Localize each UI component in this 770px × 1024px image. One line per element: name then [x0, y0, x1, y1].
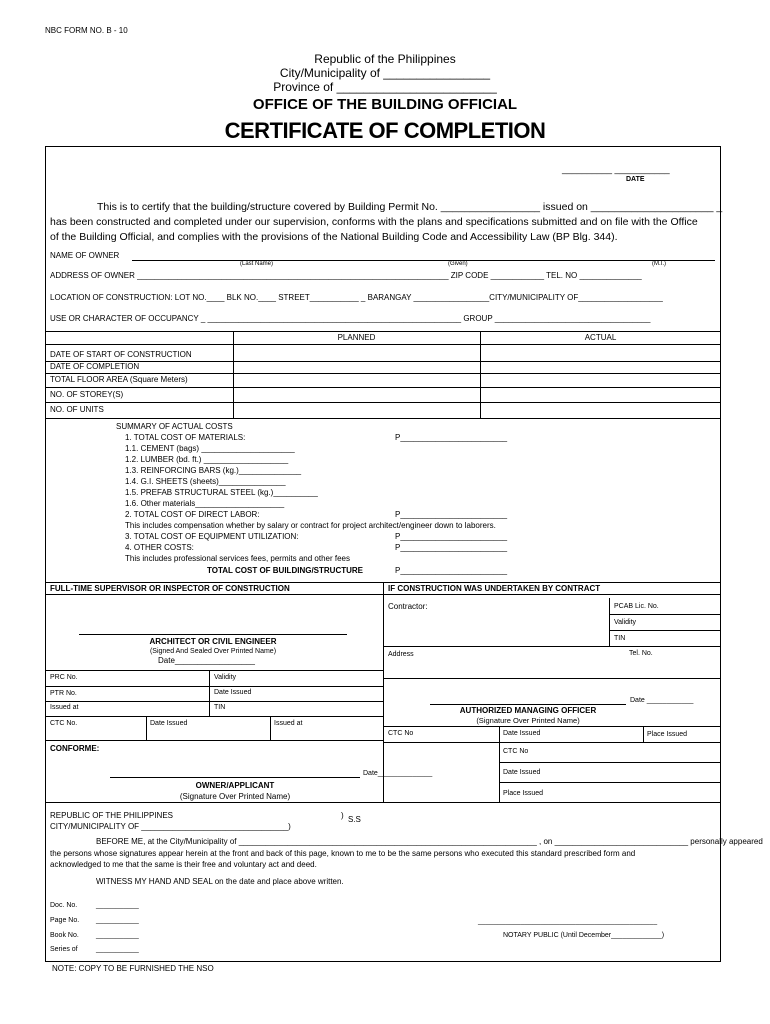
owner-name-label: NAME OF OWNER	[50, 251, 120, 260]
supervisor-heading: FULL-TIME SUPERVISOR OR INSPECTOR OF CONSTRUCTION	[50, 584, 290, 593]
owner-applicant-subtitle: (Signature Over Printed Name)	[179, 792, 291, 801]
prc-label: PRC No.	[50, 674, 78, 681]
amo-date: Date ____________	[630, 697, 694, 704]
owner-signature-line[interactable]	[110, 777, 360, 778]
header-province: Province of ________________________	[273, 80, 497, 94]
owner-applicant-title: OWNER/APPLICANT	[195, 781, 275, 790]
cost-materials-value: P________________________	[395, 433, 508, 442]
book-no-field[interactable]: ___________	[96, 932, 139, 939]
total-cost-label: TOTAL COST OF BUILDING/STRUCTURE	[207, 566, 363, 575]
conforme-heading: CONFORME:	[50, 744, 100, 753]
issued-at-label: Issued at	[50, 704, 79, 711]
architect-date: Date__________________	[158, 656, 255, 665]
conforme-date-issued-label: Date Issued	[503, 769, 541, 776]
certify-line-3: of the Building Official, and complies with the provisions of the National Building Code and Accessibility Law (BP Blg. 344).	[50, 231, 618, 243]
notary-signature-line[interactable]: ______________________________________________	[478, 918, 658, 925]
note: NOTE: COPY TO BE FURNISHED THE NSO	[52, 964, 214, 973]
supervisor-ctc-issued-at-label: Issued at	[274, 720, 303, 727]
doc-no-label: Doc. No.	[50, 902, 78, 909]
contract-heading: IF CONSTRUCTION WAS UNDERTAKEN BY CONTRACT	[388, 584, 601, 593]
date-line: __________ ___________	[562, 164, 670, 174]
contract-address-label: Address	[388, 651, 414, 658]
contract-date-issued-label: Date Issued	[503, 730, 541, 737]
cost-equipment: 3. TOTAL COST OF EQUIPMENT UTILIZATION:	[125, 532, 299, 541]
conforme-ctc-label: CTC No	[503, 748, 529, 755]
contract-tel-label: Tel. No.	[629, 650, 653, 657]
doc-no-field[interactable]: ___________	[96, 902, 139, 909]
notary-public-label: NOTARY PUBLIC (Until December_____________)	[503, 932, 665, 939]
cost-other: 4. OTHER COSTS:	[125, 543, 194, 552]
republic-line: REPUBLIC OF THE PHILIPPINES	[50, 811, 173, 820]
contract-place-issued-label: Place Issued	[647, 731, 688, 738]
col-planned: PLANNED	[337, 333, 376, 342]
ss-label: S.S	[348, 815, 361, 824]
last-name-caption: (Last Name)	[240, 261, 274, 267]
cost-equipment-value: P________________________	[395, 532, 508, 541]
owner-address-line: ADDRESS OF OWNER ______________________________________________________________________ ZIP CODE ____________ TEL. NO ______________	[50, 271, 642, 280]
cost-lumber: 1.2. LUMBER (bd. ft.) ___________________	[125, 455, 289, 464]
architect-title: ARCHITECT OR CIVIL ENGINEER	[149, 637, 277, 646]
cost-cement: 1.1. CEMENT (bags) _____________________	[125, 444, 295, 453]
certify-line-1: This is to certify that the building/structure covered by Building Permit No. _________________ issued on _____________________ _	[97, 201, 723, 213]
occupancy-line: USE OR CHARACTER OF OCCUPANCY _ _________________________________________________________ GROUP ___________________________________	[50, 314, 651, 323]
page-no-label: Page No.	[50, 917, 80, 924]
ptr-date-issued-label: Date Issued	[214, 689, 252, 696]
pcab-label: PCAB Lic. No.	[614, 603, 659, 610]
cost-materials: 1. TOTAL COST OF MATERIALS:	[125, 433, 246, 442]
row-date-completion: DATE OF COMPLETION	[50, 362, 140, 371]
series-field[interactable]: ___________	[96, 946, 139, 953]
row-units: NO. OF UNITS	[50, 405, 104, 414]
certificate-title: CERTIFICATE OF COMPLETION	[224, 118, 546, 143]
owner-name-line[interactable]	[132, 260, 715, 261]
summary-title: SUMMARY OF ACTUAL COSTS	[116, 422, 233, 431]
supervisor-ctc-date-label: Date Issued	[150, 720, 188, 727]
row-storeys: NO. OF STOREY(S)	[50, 390, 124, 399]
cost-labor-note: This includes compensation whether by salary or contract for project architect/engineer down to laborers.	[125, 521, 496, 530]
certify-line-2: has been constructed and completed under our supervision, conforms with the plans and specifications submitted and on file with the Office	[50, 216, 698, 228]
ptr-label: PTR No.	[50, 690, 77, 697]
supervisor-tin-label: TIN	[214, 704, 226, 711]
cost-labor-value: P________________________	[395, 510, 508, 519]
cost-labor: 2. TOTAL COST OF DIRECT LABOR:	[125, 510, 260, 519]
amo-signature-line[interactable]	[430, 704, 626, 705]
contract-validity-label: Validity	[614, 619, 637, 626]
total-cost-value: P________________________	[395, 566, 508, 575]
location-line: LOCATION OF CONSTRUCTION: LOT NO.____ BLK NO.____ STREET___________ _ BARANGAY _________________CITY/MUNICIPALITY OF___________________	[50, 293, 663, 302]
cost-other-value: P________________________	[395, 543, 508, 552]
before-me-line-2: the persons whose signatures appear herein at the front and back of this page, known to me to be the same persons who executed this standard prescribed form and	[50, 849, 636, 858]
architect-subtitle: (Signed And Sealed Over Printed Name)	[149, 648, 277, 655]
conforme-place-issued-label: Place Issued	[503, 790, 544, 797]
cost-prefab-steel: 1.5. PREFAB STRUCTURAL STEEL (kg.)__________	[125, 488, 318, 497]
date-label: DATE	[626, 176, 645, 183]
prc-validity-label: Validity	[214, 674, 237, 681]
before-me-line-3: acknowledged to me that the same is their free and voluntary act and deed.	[50, 860, 317, 869]
mi-caption: (M.I.)	[652, 261, 666, 267]
row-date-start: DATE OF START OF CONSTRUCTION	[50, 350, 192, 359]
witness-line: WITNESS MY HAND AND SEAL on the date and place above written.	[96, 877, 344, 886]
contract-tin-label: TIN	[614, 635, 626, 642]
paren: )	[341, 811, 344, 820]
col-actual: ACTUAL	[584, 333, 617, 342]
amo-subtitle: (Signature Over Printed Name)	[476, 716, 580, 725]
cost-other-note: This includes professional services fees, permits and other fees	[125, 554, 350, 563]
cost-gi-sheets: 1.4. G.I. SHEETS (sheets)_______________	[125, 477, 286, 486]
book-no-label: Book No.	[50, 932, 79, 939]
contract-ctc-label: CTC No	[388, 730, 414, 737]
row-floor-area: TOTAL FLOOR AREA (Square Meters)	[50, 375, 188, 384]
header-city: City/Municipality of ________________	[279, 66, 491, 80]
office-title: OFFICE OF THE BUILDING OFFICIAL	[252, 96, 518, 113]
amo-title: AUTHORIZED MANAGING OFFICER	[459, 706, 597, 715]
architect-signature-line[interactable]	[79, 634, 347, 635]
series-label: Series of	[50, 946, 78, 953]
supervisor-ctc-label: CTC No.	[50, 720, 78, 727]
header-republic: Republic of the Philippines	[314, 52, 456, 66]
conforme-date: Date______________	[363, 770, 433, 777]
before-me-line-1: BEFORE ME, at the City/Municipality of ___________________________________________________________________ , on ______________________________ personally appeared	[96, 837, 763, 846]
form-number: NBC FORM NO. B - 10	[45, 26, 128, 35]
cost-rebars: 1.3. REINFORCING BARS (kg.)______________	[125, 466, 302, 475]
contractor-label: Contractor:	[388, 602, 428, 611]
given-name-caption: (Given)	[448, 261, 468, 267]
cost-other-materials: 1.6. Other materials____________________	[125, 499, 285, 508]
page-no-field[interactable]: ___________	[96, 917, 139, 924]
city-municipality-line: CITY/MUNICIPALITY OF _________________________________)	[50, 822, 291, 831]
